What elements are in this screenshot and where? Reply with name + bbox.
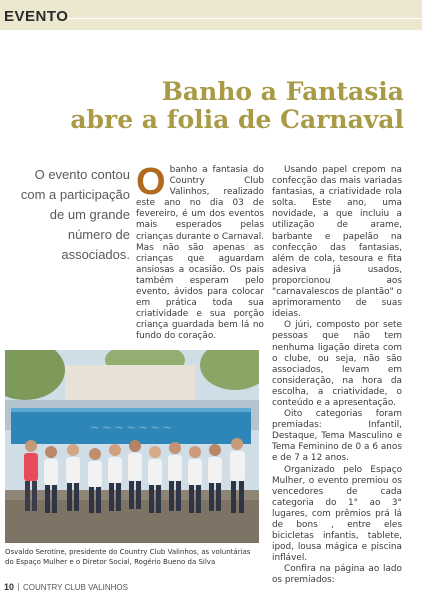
paragraph: Usando papel crepom na confecção das mais variadas fantasias, a criatividade rola solta. Este ano, uma novidade, a que incluiu a utilização de arame, barbante e papelão na confecção das fantasias, além de cola, tesoura e fita adesiva já usados, proporcionou aos "carnavalescos de plantão" o aprimoramento de suas ideias. — [272, 165, 402, 320]
title-line-1: Banho a Fantasia — [161, 77, 404, 106]
svg-text:~ ~ ~ ~ ~ ~ ~: ~ ~ ~ ~ ~ ~ ~ — [90, 419, 172, 435]
paragraph: Confira na página ao lado os premiados: — [272, 564, 402, 586]
paragraph: Organizado pelo Espaço Mulher, o evento premiou os vencedores de cada categoria do 1° ao 3° lugares, com prêmios prá lá de bons , entre eles bicicletas infantis, tablete, ipod, lousa mágica e piscina inflável. — [272, 464, 402, 564]
page-footer — [4, 581, 418, 593]
column-1-text: banho a fantasia do Country Club Valinhos, realizado este ano no dia 03 de fevereiro, é um dos eventos mais esperados pelas crianças durante o Carnaval. Mas não são apenas as crianças que aguardam ansiosas a ocasião. Os pais também esperam pelo evento, ávidos para colocar em prática toda sua criatividade e sua porção criança guardada bem lá no fundo do coração. — [136, 165, 264, 342]
page-number: 10 — [4, 582, 15, 592]
article-column-2 — [272, 165, 402, 587]
group-photo-illustration — [5, 350, 259, 543]
section-tag: EVENTO — [4, 8, 69, 25]
paragraph: O júri, composto por sete pessoas que não tem nenhuma ligação direta com o clube, ou seja, não são associados, levam em consideração, na hora da escolha, a criatividade, o conteúdo e a apresentação. — [272, 320, 402, 408]
group-photo — [5, 350, 259, 543]
photo-caption: Osvaldo Serotine, presidente do Country Club Valinhos, as voluntárias do Espaço Mulher e o Diretor Social, Rogério Bueno da Silva — [5, 548, 251, 566]
title-line-2: abre a folia de Carnaval — [70, 105, 404, 134]
pull-quote: O evento contou com a participação de um grande número de associados. — [20, 167, 130, 262]
article-column-1 — [136, 161, 264, 343]
footer-separator — [18, 583, 19, 591]
paragraph: Oito categorias foram premiadas: Infantil, Destaque, Tema Masculino e Tema Feminino de 0 a 6 anos e de 7 a 12 anos. — [272, 409, 402, 464]
header-rule — [68, 18, 422, 19]
drop-cap: O — [136, 161, 166, 203]
publication-name: COUNTRY CLUB VALINHOS — [23, 583, 128, 592]
article-title — [64, 78, 404, 134]
